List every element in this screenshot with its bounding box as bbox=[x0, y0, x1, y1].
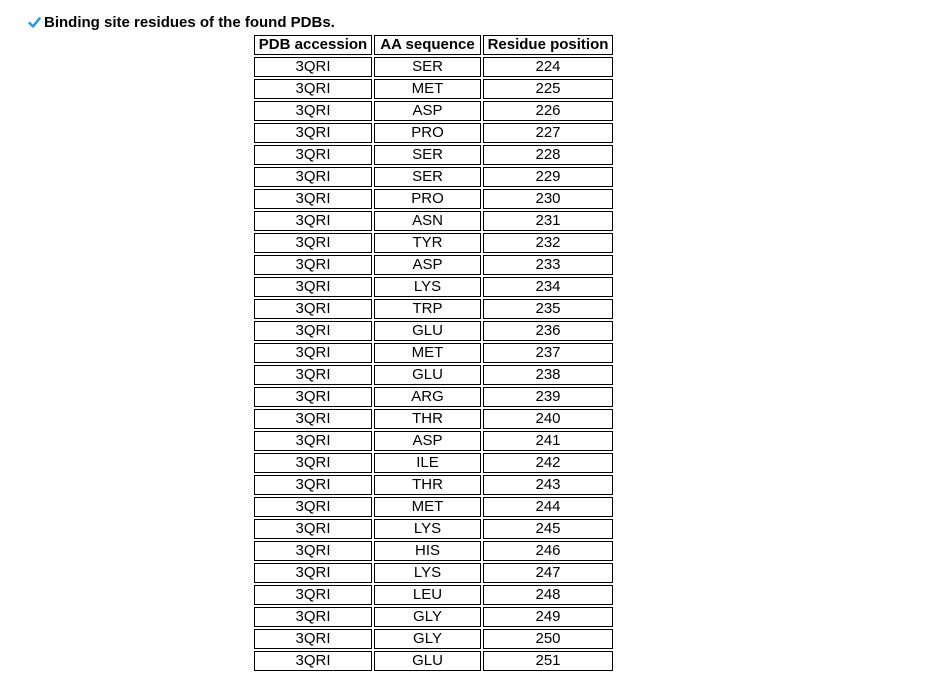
aa-sequence-cell: LEU bbox=[374, 585, 481, 605]
table-row bbox=[254, 519, 613, 539]
table-header-row bbox=[254, 35, 613, 55]
residue-position-cell: 236 bbox=[483, 321, 613, 341]
residue-position-cell: 251 bbox=[483, 651, 613, 671]
column-header-aa-sequence: AA sequence bbox=[374, 35, 481, 55]
pdb-accession-cell: 3QRI bbox=[254, 145, 372, 165]
table-row bbox=[254, 563, 613, 583]
pdb-accession-cell: 3QRI bbox=[254, 365, 372, 385]
residue-position-cell: 246 bbox=[483, 541, 613, 561]
pdb-accession-cell: 3QRI bbox=[254, 123, 372, 143]
aa-sequence-cell: ASP bbox=[374, 101, 481, 121]
table-row bbox=[254, 321, 613, 341]
pdb-accession-cell: 3QRI bbox=[254, 431, 372, 451]
check-icon bbox=[28, 16, 41, 29]
column-header-residue-position: Residue position bbox=[483, 35, 613, 55]
residue-position-cell: 237 bbox=[483, 343, 613, 363]
table-row bbox=[254, 585, 613, 605]
table-row bbox=[254, 299, 613, 319]
aa-sequence-cell: ASN bbox=[374, 211, 481, 231]
aa-sequence-cell: GLY bbox=[374, 629, 481, 649]
aa-sequence-cell: LYS bbox=[374, 277, 481, 297]
residue-position-cell: 230 bbox=[483, 189, 613, 209]
residue-position-cell: 234 bbox=[483, 277, 613, 297]
aa-sequence-cell: GLY bbox=[374, 607, 481, 627]
residue-position-cell: 228 bbox=[483, 145, 613, 165]
residue-position-cell: 225 bbox=[483, 79, 613, 99]
aa-sequence-cell: PRO bbox=[374, 123, 481, 143]
aa-sequence-cell: THR bbox=[374, 409, 481, 429]
residue-position-cell: 250 bbox=[483, 629, 613, 649]
aa-sequence-cell: HIS bbox=[374, 541, 481, 561]
pdb-accession-cell: 3QRI bbox=[254, 563, 372, 583]
section-heading-text: Binding site residues of the found PDBs. bbox=[44, 13, 335, 31]
residue-position-cell: 231 bbox=[483, 211, 613, 231]
residue-position-cell: 243 bbox=[483, 475, 613, 495]
residue-position-cell: 229 bbox=[483, 167, 613, 187]
table-body bbox=[254, 57, 613, 671]
table-row bbox=[254, 475, 613, 495]
aa-sequence-cell: TRP bbox=[374, 299, 481, 319]
table-row bbox=[254, 607, 613, 627]
table-row bbox=[254, 651, 613, 671]
table-row bbox=[254, 101, 613, 121]
aa-sequence-cell: THR bbox=[374, 475, 481, 495]
table-row bbox=[254, 431, 613, 451]
table-row bbox=[254, 255, 613, 275]
table-row bbox=[254, 79, 613, 99]
pdb-accession-cell: 3QRI bbox=[254, 321, 372, 341]
residue-position-cell: 232 bbox=[483, 233, 613, 253]
table-row bbox=[254, 541, 613, 561]
residue-position-cell: 245 bbox=[483, 519, 613, 539]
column-header-pdb-accession: PDB accession bbox=[254, 35, 372, 55]
pdb-accession-cell: 3QRI bbox=[254, 453, 372, 473]
binding-site-table bbox=[252, 33, 615, 673]
aa-sequence-cell: TYR bbox=[374, 233, 481, 253]
pdb-accession-cell: 3QRI bbox=[254, 57, 372, 77]
table-row bbox=[254, 233, 613, 253]
aa-sequence-cell: GLU bbox=[374, 365, 481, 385]
pdb-accession-cell: 3QRI bbox=[254, 343, 372, 363]
table-row bbox=[254, 343, 613, 363]
pdb-accession-cell: 3QRI bbox=[254, 233, 372, 253]
table-row bbox=[254, 453, 613, 473]
pdb-accession-cell: 3QRI bbox=[254, 585, 372, 605]
aa-sequence-cell: MET bbox=[374, 497, 481, 517]
table-row bbox=[254, 497, 613, 517]
aa-sequence-cell: ARG bbox=[374, 387, 481, 407]
residue-position-cell: 248 bbox=[483, 585, 613, 605]
residue-position-cell: 227 bbox=[483, 123, 613, 143]
pdb-accession-cell: 3QRI bbox=[254, 409, 372, 429]
pdb-accession-cell: 3QRI bbox=[254, 211, 372, 231]
aa-sequence-cell: ASP bbox=[374, 255, 481, 275]
pdb-accession-cell: 3QRI bbox=[254, 519, 372, 539]
pdb-accession-cell: 3QRI bbox=[254, 607, 372, 627]
residue-position-cell: 244 bbox=[483, 497, 613, 517]
pdb-accession-cell: 3QRI bbox=[254, 167, 372, 187]
aa-sequence-cell: ASP bbox=[374, 431, 481, 451]
pdb-accession-cell: 3QRI bbox=[254, 497, 372, 517]
residue-position-cell: 241 bbox=[483, 431, 613, 451]
residue-position-cell: 249 bbox=[483, 607, 613, 627]
table-row bbox=[254, 409, 613, 429]
aa-sequence-cell: GLU bbox=[374, 321, 481, 341]
residue-position-cell: 238 bbox=[483, 365, 613, 385]
aa-sequence-cell: MET bbox=[374, 343, 481, 363]
table-row bbox=[254, 387, 613, 407]
pdb-accession-cell: 3QRI bbox=[254, 79, 372, 99]
residue-position-cell: 226 bbox=[483, 101, 613, 121]
table-row bbox=[254, 211, 613, 231]
pdb-accession-cell: 3QRI bbox=[254, 651, 372, 671]
pdb-accession-cell: 3QRI bbox=[254, 255, 372, 275]
pdb-accession-cell: 3QRI bbox=[254, 277, 372, 297]
table-row bbox=[254, 189, 613, 209]
residue-position-cell: 233 bbox=[483, 255, 613, 275]
pdb-accession-cell: 3QRI bbox=[254, 189, 372, 209]
table-row bbox=[254, 167, 613, 187]
residue-position-cell: 240 bbox=[483, 409, 613, 429]
table-row bbox=[254, 123, 613, 143]
table-row bbox=[254, 145, 613, 165]
aa-sequence-cell: SER bbox=[374, 167, 481, 187]
residue-position-cell: 239 bbox=[483, 387, 613, 407]
table-row bbox=[254, 277, 613, 297]
pdb-accession-cell: 3QRI bbox=[254, 475, 372, 495]
aa-sequence-cell: MET bbox=[374, 79, 481, 99]
aa-sequence-cell: PRO bbox=[374, 189, 481, 209]
residue-position-cell: 224 bbox=[483, 57, 613, 77]
residue-position-cell: 242 bbox=[483, 453, 613, 473]
pdb-accession-cell: 3QRI bbox=[254, 629, 372, 649]
aa-sequence-cell: ILE bbox=[374, 453, 481, 473]
pdb-accession-cell: 3QRI bbox=[254, 299, 372, 319]
residue-position-cell: 247 bbox=[483, 563, 613, 583]
aa-sequence-cell: SER bbox=[374, 145, 481, 165]
pdb-accession-cell: 3QRI bbox=[254, 541, 372, 561]
table-row bbox=[254, 365, 613, 385]
aa-sequence-cell: LYS bbox=[374, 519, 481, 539]
pdb-accession-cell: 3QRI bbox=[254, 387, 372, 407]
pdb-accession-cell: 3QRI bbox=[254, 101, 372, 121]
residue-position-cell: 235 bbox=[483, 299, 613, 319]
aa-sequence-cell: GLU bbox=[374, 651, 481, 671]
table-row bbox=[254, 57, 613, 77]
section-heading bbox=[28, 12, 335, 32]
aa-sequence-cell: LYS bbox=[374, 563, 481, 583]
aa-sequence-cell: SER bbox=[374, 57, 481, 77]
table-row bbox=[254, 629, 613, 649]
